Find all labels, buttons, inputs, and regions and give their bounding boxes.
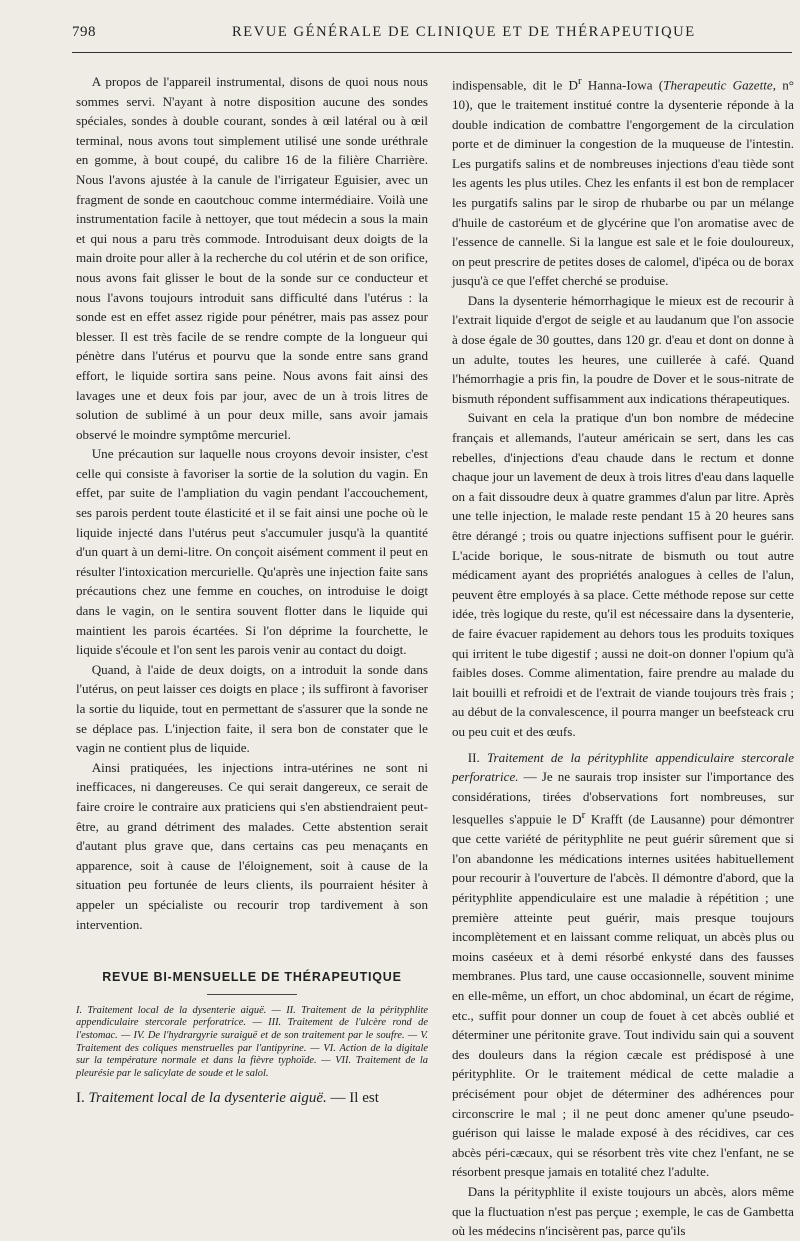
text-run: indispensable, dit le D <box>452 77 578 93</box>
right-column <box>452 72 795 1239</box>
subsection-text: — Il est <box>330 1090 379 1107</box>
table-of-contents: I. Traitement local de la dysenterie aiguë. — II. Traitement de la pérityphlite appendiculaire stercorale perforatrice. — III. Traitement de l'ulcère rond de l'estomac. — IV. De l'hydrargyrie suraiguë et de son traitement par le soufre. — V. Traitement des coliques menstruelles par l'antipyrine. — VI. Action de la digitale sur la température normale et dans la fièvre typhoïde. — VII. Traitement de la pleurésie par le salicylate de soude et le salol. <box>76 1004 428 1079</box>
paragraph: A propos de l'appareil instrumental, disons de quoi nous nous sommes servi. N'ayant à notre disposition aucune des sondes spéciales, sondes à double courant, sondes à œil latéral ou à œil terminal, nous avons tout simplement utilisé une sonde uréthrale en gomme, à bout coupé, du calibre 16 de la filière Charrière. Nous l'avons ajustée à la canule de l'irrigateur Eguisier, avec un fragment de sonde en caoutchouc comme intermédiaire. Voilà une instrumentation facile à nettoyer, que tout médecin a sous la main et qui nous a paru très commode. Introduisant deux doigts de la main droite pour aller à la recherche du col utérin et de son orifice, nous avons fait glisser le bout de la sonde sur ce conducteur et nous l'avons toujours introduit sans difficulté dans l'utérus : la sonde est en effet assez rigide pour pénétrer, mais pas assez pour blesser. Il est très facile de se rendre compte de la longueur qui pénètre dans l'utérus et pourvu que la sonde entre sans grand effort, le liquide sortira sans peine. Nous avons fait ainsi des lavages une et deux fois par jour, avec de un à trois litres de solution de sublimé à un pour deux mille, sans avoir jamais observé le moindre symptôme mercuriel. <box>76 74 428 442</box>
section-rule <box>207 994 297 995</box>
section-heading: REVUE BI-MENSUELLE DE THÉRAPEUTIQUE <box>102 970 402 985</box>
left-column <box>76 72 428 1107</box>
text-run: Hanna-Iowa ( <box>581 77 664 93</box>
subsection-number: II. <box>467 749 480 765</box>
paragraph: Quand, à l'aide de deux doigts, on a introduit la sonde dans l'utérus, on peut laisser ces doigts en place ; ils suffiront à favoriser la sortie du liquide, tout en permettant de s'assurer que la sonde ne se déplace pas. L'injection faite, il sera bon de constater que le vagin ne contient plus de liquide. <box>76 661 428 756</box>
superscript: r <box>577 75 582 87</box>
subsection-title: Traitement local de la dysenterie aiguë. <box>88 1090 327 1107</box>
text-run: Krafft (de Lausanne) pour démontrer que cette variété de pérityphlite ne peut guérir sûrement que si l'on abandonne les médications internes usitées habituellement pour recourir à l'ouverture de l'abcès. Il démontre d'abord, que la pérityphlite appendiculaire est une maladie à répétition ; une première atteinte peut guérir, mais presque toujours incomplètement et en laissant comme reliquat, un abcès plus ou moins caséeux et à demi résorbé enkysté dans des fausses membranes. Plus tard, une cause occasionnelle, souvent minime en elle-même, un effort, un choc abdominal, un écart de régime, etc., suffit pour donner un coup de fouet à cet abcès oublié et déterminer une péritonite grave. Tout individu sain qui a souvent des douleurs dans la région cæcale est prédisposé à une pérityphlite. Or le traitement médical de cette maladie a précisément pour objet de déterminer des adhérences pour circonscrire le mal ; il ne peut donc amener qu'une pseudo-guérison qui laisse le malade exposé à des récidives, car ces abcès péri-cæcaux, qui se résorbent très vite chez l'enfant, ne se résorbent presque jamais en totalité chez l'adulte. <box>452 811 794 1180</box>
paragraph: Dans la dysenterie hémorrhagique le mieux est de recourir à l'extrait liquide d'ergot de seigle et au laudanum que l'on associe à dose égale de 30 gouttes, dans 120 gr. d'eau et dont on donne à un adulte, toutes les heures, une cuillerée à café. Quand l'hémorrhagie a pris fin, la poudre de Dover et le sous-nitrate de bismuth répondent suffisamment aux indications thérapeutiques. <box>452 292 794 406</box>
running-title: REVUE GÉNÉRALE DE CLINIQUE ET DE THÉRAPEUTIQUE <box>232 24 696 40</box>
paragraph <box>452 72 794 291</box>
page-number: 798 <box>72 24 96 40</box>
paragraph: Une précaution sur laquelle nous croyons devoir insister, c'est celle qui consiste à favoriser la sortie de la solution du vagin. En effet, par suite de l'ampliation du vagin pendant l'accouchement, ses parois perdent toute élasticité et il se fait ainsi une poche où le liquide injecté dans l'utérus peut s'accumuler jusqu'à la quantité d'un quart à un demi-litre. On conçoit aisément comment il peut en résulter l'intoxication mercurielle. Qu'après une injection faite sans précautions chez une femme en couches, on introduise le doigt dans le vagin, on le sentira souvent flotter dans le liquide qui maintient les parois écartées. Si l'on déprime la fourchette, le liquide s'écoule et l'on sent les parois venir au contact du doigt. <box>76 446 428 658</box>
paragraph: Suivant en cela la pratique d'un bon nombre de médecine français et allemands, l'auteur américain se sert, dans les cas rebelles, d'injections d'eau chaude dans le rectum et donne chaque jour un lavement de deux à trois litres d'eau dans laquelle on a fait dissoudre deux à quatre grammes d'alun par litre. Après une telle injection, le malade reste pendant 15 à 20 heures sans être dérangé ; trois ou quatre injections suffisent pour le guérir. L'acide borique, le sous-nitrate de bismuth ou tout autre médicament ayant des propriétés analogues à celles de l'alun, peuvent être employés à sa place. Cette méthode repose sur cette idée, très logique du reste, qu'il est nécessaire dans la dysenterie, de faire évacuer rapidement au dehors tous les produits toxiques qui irritent le tube digestif ; aussi ne doit-on donner l'opium qu'à faibles doses. Comme alimentation, faire prendre au malade du lait bouilli et refroidi et de l'extrait de viande toujours très frais ; au début de la convalescence, il pourra manger un beefsteack cru ou peu cuit et des œufs. <box>452 410 794 739</box>
page-header <box>72 22 792 50</box>
subsection-number: I. <box>76 1090 85 1107</box>
subsection-heading <box>76 1088 428 1108</box>
header-rule <box>72 52 792 53</box>
text-run: , n° 10), que le traitement institué contre la dysenterie réponde à la double indication de combattre l'engorgement de la circulation porte et de diminuer la congestion de la muqueuse de l'intestin. Les purgatifs salins et de nombreuses injections d'eau tiède sont les agents les plus utiles. Chez les enfants il est bon de remplacer les purgatifs salins par le sirop de rhubarbe ou par un mélange d'huile de castoréum et de glycérine que l'on aromatise avec de l'essence de cannelle. Si la langue est sale et le foie douloureux, on peut prescrire de petites doses de calomel, d'ipéca ou de borax jusqu'à ce que l'effet cherché se produise. <box>452 77 794 289</box>
text-run: — Je ne saurais trop insister sur l'importance des considérations, tirées d'observations fort nombreuses, sur lesquelles s'appuie le D <box>452 769 794 827</box>
journal-title: Therapeutic Gazette <box>663 77 773 93</box>
superscript: r <box>581 809 586 822</box>
subsection-title: Traitement de la pérityphlite appendiculaire stercorale perforatrice. <box>452 749 795 785</box>
paragraph: Dans la pérityphlite il existe toujours un abcès, alors même que la fluctuation n'est pas perçue ; exemple, le cas de Gambetta où les médecins n'incisèrent pas, parce qu'ils <box>452 1183 794 1239</box>
paragraph: Ainsi pratiquées, les injections intra-utérines ne sont ni inefficaces, ni dangereuses. Ce qui serait dangereux, ce serait de faire croire le contraire aux praticiens qui s'en abstiendraient peut-être, au grand détriment des malades. Cette abstention serait d'autant plus grave que, dans certains cas peu menaçants en apparence, soit à cause de l'éloignement, soit à cause de la situation peu fortunée de leurs clients, ils pourraient hésiter à appeler un spécialiste ou recourir trop tardivement à son intervention. <box>76 759 428 932</box>
paragraph <box>452 748 794 1182</box>
